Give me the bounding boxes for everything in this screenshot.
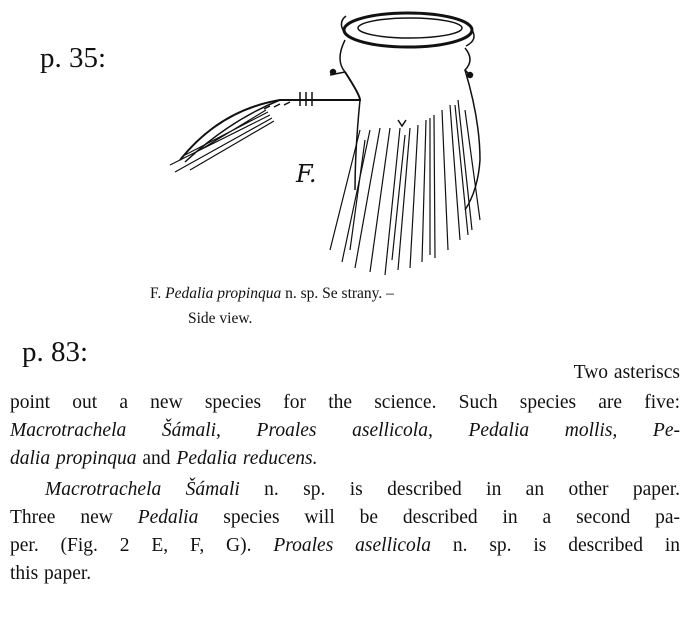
- text: species will be described in a second pa-: [198, 507, 680, 528]
- page-reference-35: p. 35:: [40, 42, 107, 74]
- species-name: Proales asellicola: [273, 535, 431, 556]
- text: Three new: [10, 507, 138, 528]
- figure-caption-line1: [150, 285, 394, 303]
- caption-suffix: n. sp. Se strany. –: [285, 285, 394, 302]
- text: and: [136, 448, 177, 469]
- page-reference-83: p. 83:: [22, 336, 89, 368]
- species-name: Macrotrachela Šámali: [45, 479, 240, 500]
- body-line-6: [10, 505, 680, 531]
- figure-caption-line2: Side view.: [188, 310, 253, 327]
- species-name: dalia propinqua: [10, 448, 137, 469]
- rotifer-illustration: [160, 0, 500, 280]
- text: per. (Fig. 2 E, F, G).: [10, 535, 274, 556]
- body-line-8: this paper.: [10, 563, 92, 584]
- body-line-7: [10, 533, 680, 559]
- genus-name: Pedalia: [137, 507, 199, 528]
- body-line-2: point out a new species for the science. Such species are five:: [10, 392, 680, 413]
- body-line-3: [10, 418, 680, 444]
- body-line-4: [10, 446, 680, 472]
- body-line-1: Two asteriscs: [573, 362, 680, 383]
- text: n. sp. is described in an other paper.: [239, 479, 680, 500]
- species-name: Pedalia reducens.: [176, 448, 318, 469]
- caption-species: Pedalia propinqua: [165, 285, 282, 302]
- species-list: Macrotrachela Šámali, Proales asellicola, Pedalia mollis, Pe-: [10, 420, 680, 441]
- body-line-5: [45, 477, 680, 503]
- caption-prefix: F.: [150, 285, 162, 302]
- text: n. sp. is described in: [430, 535, 680, 556]
- figure-label: F.: [296, 160, 317, 188]
